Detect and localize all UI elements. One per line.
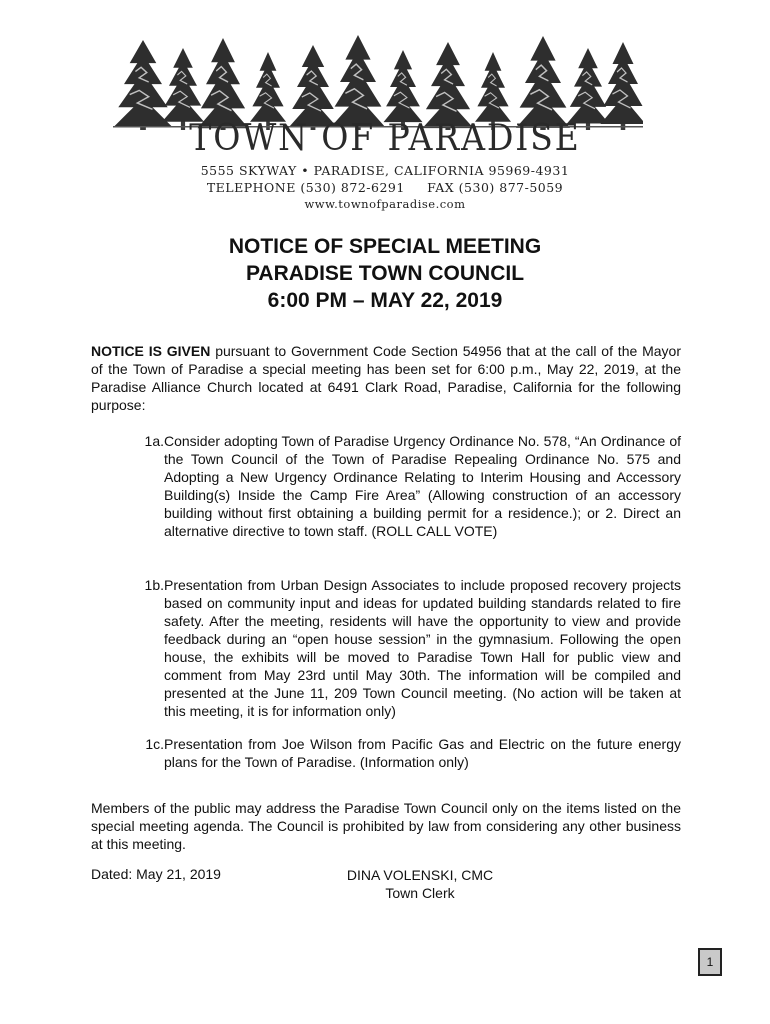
town-phone-fax: TELEPHONE (530) 872-6291 FAX (530) 877-5059 — [206, 180, 564, 195]
clerk-role: Town Clerk — [385, 885, 455, 901]
meeting-time-title: 6:00 PM – MAY 22, 2019 — [267, 289, 503, 312]
intro-paragraph — [91, 342, 681, 414]
agenda-item-number: 1c. — [145, 736, 164, 752]
agenda-item-text: Consider adopting Town of Paradise Urgency Ordinance No. 578, “An Ordinance of the Town Council of the Town of Paradise Repealing Ordinance No. 575 and Adopting a New Urgency Ordinance Relating to Interim Housing and Accessory Building(s) Inside the Camp Fire Area” (Allowing construction of an accessory building without first obtaining a building permit for a residence.); or 2. Direct an alternative directive to town staff. (ROLL CALL VOTE) — [164, 433, 681, 539]
agenda-item-text: Presentation from Joe Wilson from Pacific Gas and Electric on the future energy plans for the Town of Paradise. (Information only) — [164, 736, 681, 770]
clerk-name: DINA VOLENSKI, CMC — [346, 867, 494, 883]
agenda-item-text: Presentation from Urban Design Associates to include proposed recovery projects based on community input and ideas for updated building standards related to fire safety. After the meeting, residents will have the opportunity to view and provide feedback during an “open house session” in the gymnasium. Following the open house, the exhibits will be moved to Paradise Town Hall for public view and comment from May 23rd until May 30th. The information will be compiled and presented at the June 11, 209 Town Council meeting. (No action will be taken at this meeting, it is for information only) — [164, 577, 681, 719]
closing-paragraph: Members of the public may address the Paradise Town Council only on the items listed on the special meeting agenda. The Council is prohibited by law from considering any other business at this meeting. — [91, 800, 681, 852]
page-number: 1 — [698, 948, 722, 976]
town-name: TOWN OF PARADISE — [189, 118, 581, 159]
council-title: PARADISE TOWN COUNCIL — [245, 262, 525, 285]
intro-lead: NOTICE IS GIVEN — [91, 343, 211, 359]
town-address: 5555 SKYWAY • PARADISE, CALIFORNIA 95969-4931 — [200, 163, 570, 178]
intro-text: pursuant to Government Code Section 54956 that at the call of the Mayor of the Town of Paradise a special meeting has been set for 6:00 p.m., May 22, 2019, at the Paradise Alliance Church located at 6491 Clark Road, Paradise, California for the following purpose: — [91, 343, 681, 413]
agenda-item-number: 1a. — [144, 433, 164, 449]
agenda-item — [118, 576, 681, 726]
agenda-item-number: 1b. — [144, 577, 164, 593]
letterhead — [0, 0, 770, 220]
agenda-item — [118, 432, 681, 562]
notice-title: NOTICE OF SPECIAL MEETING — [228, 235, 542, 258]
dated-line: Dated: May 21, 2019 — [91, 866, 221, 882]
pine-trees-logo-icon — [113, 30, 643, 130]
town-website: www.townofparadise.com — [304, 197, 466, 211]
agenda-item — [118, 735, 681, 775]
signature-block — [320, 866, 520, 902]
